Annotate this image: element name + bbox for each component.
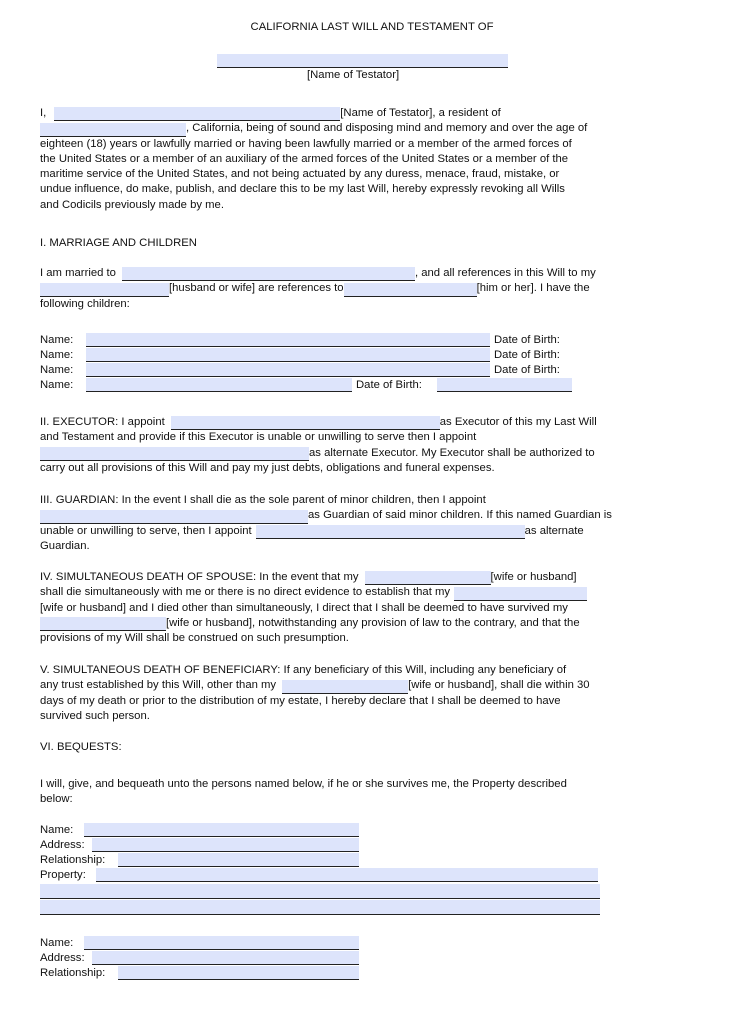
beneficiary-line-2b: [wife or husband], shall die within 30 — [408, 679, 590, 692]
child-1-name-field[interactable] — [86, 333, 490, 347]
executor-paragraph — [40, 415, 597, 476]
intro-name-tag: [Name of Testator], a resident of — [340, 107, 501, 119]
spouse-reference-field[interactable] — [344, 283, 477, 297]
bequest-address-label: Address: — [40, 839, 85, 851]
marriage-line-3: following children: — [40, 297, 130, 310]
guardian-line-1: III. GUARDIAN: In the event I shall die as the sole parent of minor children, then I appoint — [40, 494, 486, 506]
husband-or-wife-field[interactable] — [40, 283, 169, 297]
married-to-text: I am married to — [40, 267, 116, 279]
bequests-line-2: below: — [40, 793, 73, 806]
marriage-paragraph — [40, 266, 596, 312]
executor-line-4: carry out all provisions of this Will and pay my just debts, obligations and funeral expenses. — [40, 461, 495, 474]
beneficiary-line-1: V. SIMULTANEOUS DEATH OF BENEFICIARY: If any beneficiary of this Will, including any beneficiary of — [40, 664, 567, 676]
spouse-death-line-3: [wife or husband] and I died other than simultaneously, I direct that I shall be deemed to have survived my — [40, 601, 568, 614]
marriage-line-1b: , and all references in this Will to my — [414, 267, 596, 279]
beneficiary-line-3: days of my death or prior to the distribution of my estate, I hereby declare that I shall be deemed to have — [40, 694, 561, 707]
bequest-property-label: Property: — [40, 869, 86, 881]
bequest-relationship-label: Relationship: — [40, 967, 106, 979]
alternate-guardian-field[interactable] — [256, 525, 525, 539]
bequest-2-relationship-field[interactable] — [118, 966, 359, 980]
intro-testator-name-field[interactable] — [54, 107, 340, 121]
bequest-1-relationship-field[interactable] — [118, 853, 359, 867]
child-dob-label: Date of Birth: — [494, 349, 560, 361]
guardian-paragraph — [40, 493, 612, 554]
guardian-line-4: Guardian. — [40, 539, 90, 552]
document-title: CALIFORNIA LAST WILL AND TESTAMENT OF — [250, 21, 494, 33]
spouse-death-line-5: provisions of my Will shall be construed on such presumption. — [40, 632, 349, 645]
executor-line-2: and Testament and provide if this Executor is unable or unwilling to serve then I appoint — [40, 431, 477, 444]
bequest-1-property-line-3[interactable] — [40, 900, 600, 915]
intro-i-label: I, — [40, 107, 47, 119]
beneficiary-line-4: survived such person. — [40, 709, 150, 722]
beneficiary-line-2a: any trust established by this Will, other than my — [40, 679, 277, 692]
marriage-line-2b: [him or her]. I have the — [476, 282, 590, 295]
child-4-name-field[interactable] — [86, 378, 352, 392]
spouse-name-field[interactable] — [122, 267, 415, 281]
intro-paragraph — [40, 106, 587, 213]
child-4-dob-field[interactable] — [437, 378, 572, 392]
bequest-relationship-label: Relationship: — [40, 854, 106, 866]
spouse-survived-field[interactable] — [40, 617, 166, 631]
intro-line-3: eighteen (18) years or lawfully married or having been lawfully married or a member of the armed forces of — [40, 137, 572, 150]
spouse-death-line-1b: [wife or husband] — [490, 571, 577, 583]
bequest-1-property-field[interactable] — [96, 868, 598, 882]
child-name-label: Name: — [40, 349, 74, 361]
guardian-line-3a: unable or unwilling to serve, then I appoint — [40, 524, 252, 537]
child-3-name-field[interactable] — [86, 363, 490, 377]
spouse-death-evidence-field[interactable] — [454, 587, 587, 601]
testator-caption: [Name of Testator] — [307, 69, 400, 81]
intro-line-7: and Codicils previously made by me. — [40, 198, 224, 211]
bequest-address-label: Address: — [40, 952, 85, 964]
intro-line-6: undue influence, do make, publish, and declare this to be my last Will, hereby expressly revoking all Wills — [40, 183, 565, 196]
child-name-label: Name: — [40, 364, 74, 376]
spouse-death-paragraph — [40, 570, 587, 646]
beneficiary-death-paragraph — [40, 663, 590, 724]
testator-name-field[interactable] — [217, 54, 508, 68]
executor-line-3b: as alternate Executor. My Executor shall be authorized to — [309, 446, 595, 459]
child-2-name-field[interactable] — [86, 348, 490, 362]
guardian-line-3b: as alternate — [524, 524, 584, 537]
intro-line-4: the United States or a member of an auxiliary of the armed forces of the United States or a member of the — [40, 152, 569, 165]
bequests-paragraph — [40, 777, 567, 808]
executor-line-1a: II. EXECUTOR: I appoint — [40, 416, 165, 428]
guardian-line-2b: as Guardian of said minor children. If this named Guardian is — [308, 509, 612, 522]
spouse-death-line-4b: [wife or husband], notwithstanding any provision of law to the contrary, and that the — [166, 616, 580, 629]
alternate-executor-field[interactable] — [40, 447, 309, 461]
child-name-label: Name: — [40, 334, 74, 346]
executor-name-field[interactable] — [171, 416, 440, 430]
bequest-2-name-field[interactable] — [84, 936, 359, 950]
bequest-1-property-line-2[interactable] — [40, 884, 600, 899]
bequest-1-address-field[interactable] — [92, 838, 359, 852]
section-marriage-heading: I. MARRIAGE AND CHILDREN — [40, 237, 197, 249]
marriage-line-2a: [husband or wife] are references to — [169, 282, 344, 295]
intro-line-5: maritime service of the United States, and not being actuated by any duress, menace, fraud, mistake, or — [40, 168, 560, 181]
spouse-death-line-2a: shall die simultaneously with me or there is no direct evidence to establish that my — [40, 586, 451, 599]
guardian-name-field[interactable] — [40, 510, 308, 524]
bequest-name-label: Name: — [40, 824, 74, 836]
bequests-line-1: I will, give, and bequeath unto the persons named below, if he or she survives me, the Property described — [40, 778, 567, 790]
spouse-death-name-field[interactable] — [365, 571, 491, 585]
child-name-label: Name: — [40, 379, 74, 391]
executor-line-1b: as Executor of this my Last Will — [439, 416, 597, 428]
section-bequests-heading: VI. BEQUESTS: — [40, 741, 122, 753]
child-dob-label: Date of Birth: — [356, 379, 422, 391]
spouse-death-line-1a: IV. SIMULTANEOUS DEATH OF SPOUSE: In the event that my — [40, 571, 359, 583]
bequest-2-address-field[interactable] — [92, 951, 359, 965]
child-dob-label: Date of Birth: — [494, 334, 560, 346]
intro-line-2: , California, being of sound and disposing mind and memory and over the age of — [186, 122, 588, 135]
bequest-1-name-field[interactable] — [84, 823, 359, 837]
beneficiary-spouse-field[interactable] — [282, 680, 408, 694]
child-dob-label: Date of Birth: — [494, 364, 560, 376]
intro-residence-field[interactable] — [40, 123, 186, 137]
bequest-name-label: Name: — [40, 937, 74, 949]
